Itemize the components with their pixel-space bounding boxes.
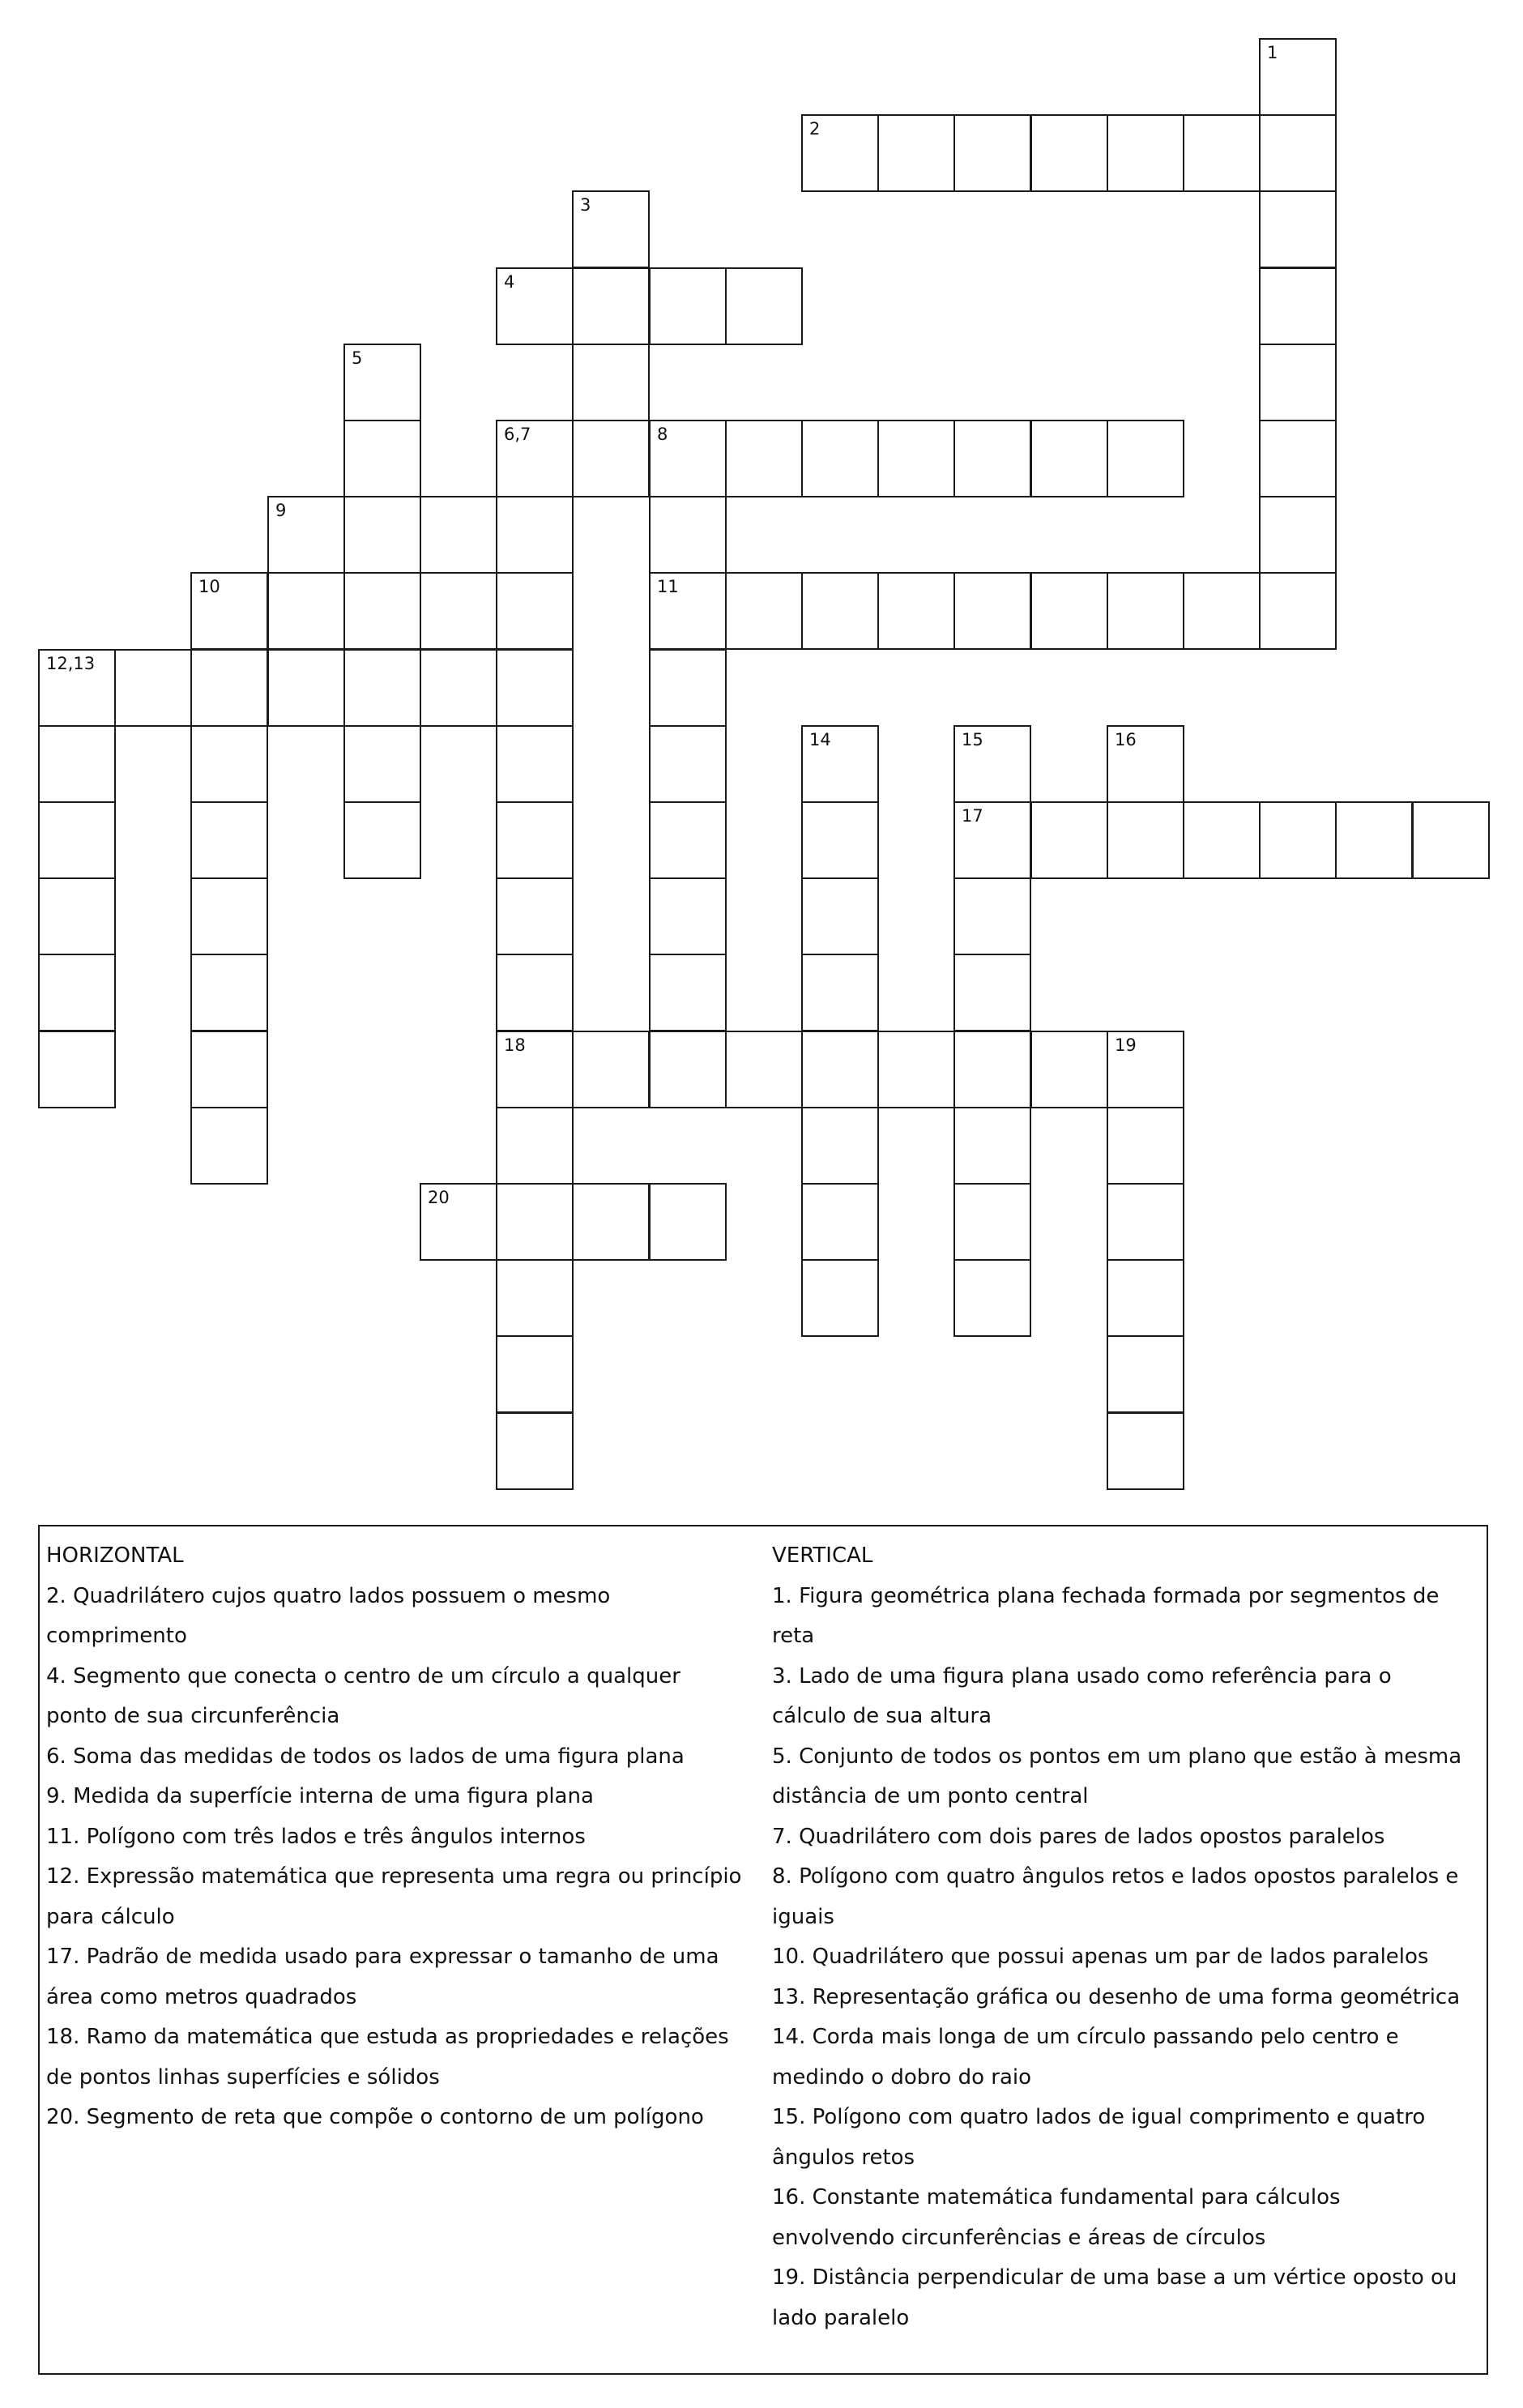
crossword-cell[interactable] (1030, 114, 1108, 192)
crossword-cell[interactable] (1259, 267, 1337, 345)
crossword-cell[interactable] (877, 572, 955, 650)
crossword-cell[interactable] (649, 877, 727, 955)
crossword-cell[interactable] (649, 1183, 727, 1261)
crossword-cell[interactable] (1107, 1107, 1184, 1185)
horizontal-clue-line: 12. Expressão matemática que representa uma regra ou princípio (46, 1864, 742, 1889)
crossword-cell[interactable] (801, 954, 879, 1031)
horizontal-clue-line: 4. Segmento que conecta o centro de um círculo a qualquer (46, 1663, 680, 1689)
clue-number: 1 (1267, 43, 1278, 62)
vertical-clue-line: envolvendo circunferências e áreas de círculos (772, 2225, 1266, 2250)
crossword-cell[interactable] (1107, 1335, 1184, 1413)
crossword-cell[interactable] (267, 572, 345, 650)
crossword-cell[interactable] (190, 572, 268, 650)
crossword-cell[interactable] (420, 649, 497, 727)
crossword-cell[interactable] (801, 1183, 879, 1261)
crossword-cell[interactable] (343, 801, 421, 879)
vertical-clue-line: 8. Polígono com quatro ângulos retos e lados opostos paralelos e (772, 1864, 1459, 1889)
clue-number: 15 (962, 730, 983, 749)
crossword-cell[interactable] (801, 1259, 879, 1337)
horizontal-clue-line: 2. Quadrilátero cujos quatro lados possuem o mesmo (46, 1583, 611, 1608)
horizontal-clue-line: ponto de sua circunferência (46, 1704, 340, 1728)
clue-number: 12,13 (46, 654, 96, 673)
clue-number: 18 (504, 1035, 526, 1055)
vertical-clue-line: distância de um ponto central (772, 1784, 1089, 1808)
clue-number: 5 (352, 348, 363, 368)
crossword-cell[interactable] (38, 877, 116, 955)
clue-number: 3 (580, 195, 591, 215)
crossword-cell[interactable] (725, 267, 803, 345)
crossword-cell[interactable] (649, 954, 727, 1031)
crossword-cell[interactable] (801, 420, 879, 497)
crossword-cell[interactable] (343, 725, 421, 803)
crossword-cell[interactable] (953, 954, 1031, 1031)
crossword-cell[interactable] (1107, 1183, 1184, 1261)
crossword-cell[interactable] (496, 267, 574, 345)
clues-box (38, 1525, 1488, 2375)
crossword-cell[interactable] (190, 1031, 268, 1108)
vertical-clue-line: 16. Constante matemática fundamental para cálculos (772, 2185, 1341, 2209)
vertical-clue-line: medindo o dobro do raio (772, 2064, 1032, 2090)
vertical-clues (772, 1536, 1485, 2338)
horizontal-clues (46, 1536, 775, 2138)
crossword-cell[interactable] (953, 1183, 1031, 1261)
horizontal-clue-line: área como metros quadrados (46, 1984, 357, 2009)
crossword-cell[interactable] (190, 1107, 268, 1185)
crossword-cell[interactable] (801, 725, 879, 803)
clue-number: 10 (198, 577, 220, 596)
crossword-cell[interactable] (1259, 496, 1337, 574)
crossword-cell[interactable] (496, 496, 574, 574)
crossword-cell[interactable] (38, 649, 116, 727)
clue-number: 4 (504, 272, 515, 292)
crossword-cell[interactable] (1107, 1031, 1184, 1108)
crossword-cell[interactable] (953, 1259, 1031, 1337)
crossword-cell[interactable] (420, 572, 497, 650)
crossword-cell[interactable] (572, 1031, 650, 1108)
crossword-cell[interactable] (38, 954, 116, 1031)
crossword-cell[interactable] (496, 877, 574, 955)
clue-number: 17 (962, 806, 983, 826)
crossword-cell[interactable] (801, 572, 879, 650)
vertical-clue-line: 3. Lado de uma figura plana usado como referência para o (772, 1663, 1392, 1689)
vertical-heading: VERTICAL (772, 1543, 873, 1568)
crossword-cell[interactable] (877, 420, 955, 497)
horizontal-clue-line: 17. Padrão de medida usado para expressar o tamanho de uma (46, 1945, 719, 1969)
crossword-cell[interactable] (649, 649, 727, 727)
crossword-cell[interactable] (420, 496, 497, 574)
horizontal-clue-line: para cálculo (46, 1904, 175, 1929)
crossword-cell[interactable] (190, 649, 268, 727)
crossword-cell[interactable] (1335, 801, 1413, 879)
crossword-cell[interactable] (267, 496, 345, 574)
crossword-cell[interactable] (572, 267, 650, 345)
crossword-cell[interactable] (190, 954, 268, 1031)
crossword-cell[interactable] (496, 1107, 574, 1185)
crossword-cell[interactable] (1030, 1031, 1108, 1108)
crossword-cell[interactable] (1183, 114, 1261, 192)
crossword-cell[interactable] (496, 954, 574, 1031)
vertical-clue-line: 10. Quadrilátero que possui apenas um par de lados paralelos (772, 1945, 1429, 1969)
crossword-cell[interactable] (343, 420, 421, 497)
crossword-cell[interactable] (1107, 420, 1184, 497)
horizontal-clue-line: 18. Ramo da matemática que estuda as propriedades e relações (46, 2025, 729, 2049)
crossword-cell[interactable] (1107, 801, 1184, 879)
crossword-cell[interactable] (496, 1259, 574, 1337)
crossword-cell[interactable] (496, 1412, 574, 1490)
crossword-cell[interactable] (1259, 344, 1337, 421)
crossword-cell[interactable] (343, 496, 421, 574)
crossword-cell[interactable] (649, 801, 727, 879)
crossword-cell[interactable] (1107, 1412, 1184, 1490)
crossword-cell[interactable] (725, 572, 803, 650)
crossword-cell[interactable] (649, 572, 727, 650)
crossword-cell[interactable] (1107, 725, 1184, 803)
crossword-cell[interactable] (725, 420, 803, 497)
crossword-cell[interactable] (649, 267, 727, 345)
crossword-cell[interactable] (1259, 114, 1337, 192)
crossword-cell[interactable] (190, 801, 268, 879)
crossword-cell[interactable] (1259, 38, 1337, 116)
crossword-cell[interactable] (496, 1183, 574, 1261)
vertical-clue-line: 1. Figura geométrica plana fechada formada por segmentos de (772, 1583, 1440, 1608)
crossword-cell[interactable] (953, 801, 1031, 879)
crossword-cell[interactable] (496, 649, 574, 727)
crossword-cell[interactable] (1107, 572, 1184, 650)
crossword-cell[interactable] (38, 1031, 116, 1108)
crossword-cell[interactable] (1259, 420, 1337, 497)
horizontal-clue-line: 6. Soma das medidas de todos os lados de uma figura plana (46, 1744, 685, 1769)
crossword-cell[interactable] (343, 572, 421, 650)
vertical-clue-line: 19. Distância perpendicular de uma base a um vértice oposto ou (772, 2265, 1457, 2290)
horizontal-clue-line: 9. Medida da superfície interna de uma figura plana (46, 1784, 594, 1808)
crossword-cell[interactable] (496, 1335, 574, 1413)
clue-number: 6,7 (504, 425, 531, 444)
crossword-cell[interactable] (953, 725, 1031, 803)
horizontal-clue-line: de pontos linhas superfícies e sólidos (46, 2064, 440, 2090)
crossword-cell[interactable] (572, 344, 650, 421)
vertical-clue-line: 5. Conjunto de todos os pontos em um plano que estão à mesma (772, 1744, 1462, 1769)
crossword-cell[interactable] (496, 572, 574, 650)
crossword-cell[interactable] (496, 725, 574, 803)
crossword-cell[interactable] (38, 725, 116, 803)
crossword-cell[interactable] (1412, 801, 1490, 879)
horizontal-clue-line: 11. Polígono com três lados e três ângulos internos (46, 1824, 586, 1849)
crossword-cell[interactable] (38, 801, 116, 879)
vertical-clue-line: lado paralelo (772, 2305, 910, 2330)
crossword-cell[interactable] (725, 1031, 803, 1108)
horizontal-heading: HORIZONTAL (46, 1543, 184, 1568)
vertical-clue-line: 14. Corda mais longa de um círculo passando pelo centro e (772, 2025, 1399, 2049)
crossword-cell[interactable] (496, 420, 574, 497)
crossword-cell[interactable] (953, 114, 1031, 192)
crossword-cell[interactable] (953, 1031, 1031, 1108)
crossword-cell[interactable] (1030, 801, 1108, 879)
crossword-cell[interactable] (1183, 572, 1261, 650)
clue-number: 14 (809, 730, 831, 749)
crossword-cell[interactable] (649, 420, 727, 497)
vertical-clue-line: 13. Representação gráfica ou desenho de uma forma geométrica (772, 1984, 1461, 2009)
crossword-cell[interactable] (496, 1031, 574, 1108)
crossword-cell[interactable] (1259, 190, 1337, 268)
crossword-cell[interactable] (190, 725, 268, 803)
vertical-clue-line: ângulos retos (772, 2145, 915, 2170)
vertical-clue-line: cálculo de sua altura (772, 1704, 992, 1728)
crossword-cell[interactable] (114, 649, 192, 727)
crossword-cell[interactable] (343, 649, 421, 727)
crossword-cell[interactable] (649, 1031, 727, 1108)
crossword-cell[interactable] (1030, 420, 1108, 497)
crossword-cell[interactable] (1183, 801, 1261, 879)
crossword-cell[interactable] (572, 1183, 650, 1261)
clue-number: 2 (809, 119, 821, 139)
crossword-cell[interactable] (953, 572, 1031, 650)
crossword-cell[interactable] (343, 344, 421, 421)
crossword-cell[interactable] (420, 1183, 497, 1261)
crossword-cell[interactable] (267, 649, 345, 727)
crossword-cell[interactable] (572, 190, 650, 268)
vertical-clue-line: 15. Polígono com quatro lados de igual comprimento e quatro (772, 2105, 1426, 2129)
clue-number: 11 (657, 577, 679, 596)
crossword-cell[interactable] (190, 877, 268, 955)
crossword-cell[interactable] (801, 1107, 879, 1185)
crossword-cell[interactable] (801, 877, 879, 955)
crossword-cell[interactable] (496, 801, 574, 879)
clue-number: 8 (657, 425, 668, 444)
vertical-clue-line: iguais (772, 1904, 834, 1929)
crossword-cell[interactable] (649, 725, 727, 803)
crossword-cell[interactable] (649, 496, 727, 574)
crossword-cell[interactable] (1030, 572, 1108, 650)
vertical-clue-line: reta (772, 1624, 815, 1648)
clue-number: 9 (275, 501, 287, 520)
crossword-cell[interactable] (1259, 801, 1337, 879)
horizontal-clue-line: 20. Segmento de reta que compõe o contorno de um polígono (46, 2105, 704, 2129)
crossword-cell[interactable] (801, 801, 879, 879)
crossword-cell[interactable] (801, 1031, 879, 1108)
clue-number: 19 (1115, 1035, 1137, 1055)
clue-number: 20 (428, 1188, 450, 1207)
clue-number: 16 (1115, 730, 1137, 749)
crossword-cell[interactable] (1259, 572, 1337, 650)
crossword-cell[interactable] (953, 1107, 1031, 1185)
crossword-cell[interactable] (877, 114, 955, 192)
horizontal-clue-line: comprimento (46, 1624, 187, 1648)
crossword-cell[interactable] (1107, 1259, 1184, 1337)
crossword-cell[interactable] (1107, 114, 1184, 192)
crossword-cell[interactable] (801, 114, 879, 192)
crossword-cell[interactable] (877, 1031, 955, 1108)
crossword-cell[interactable] (953, 877, 1031, 955)
crossword-cell[interactable] (572, 420, 650, 497)
crossword-cell[interactable] (953, 420, 1031, 497)
vertical-clue-line: 7. Quadrilátero com dois pares de lados opostos paralelos (772, 1824, 1385, 1849)
